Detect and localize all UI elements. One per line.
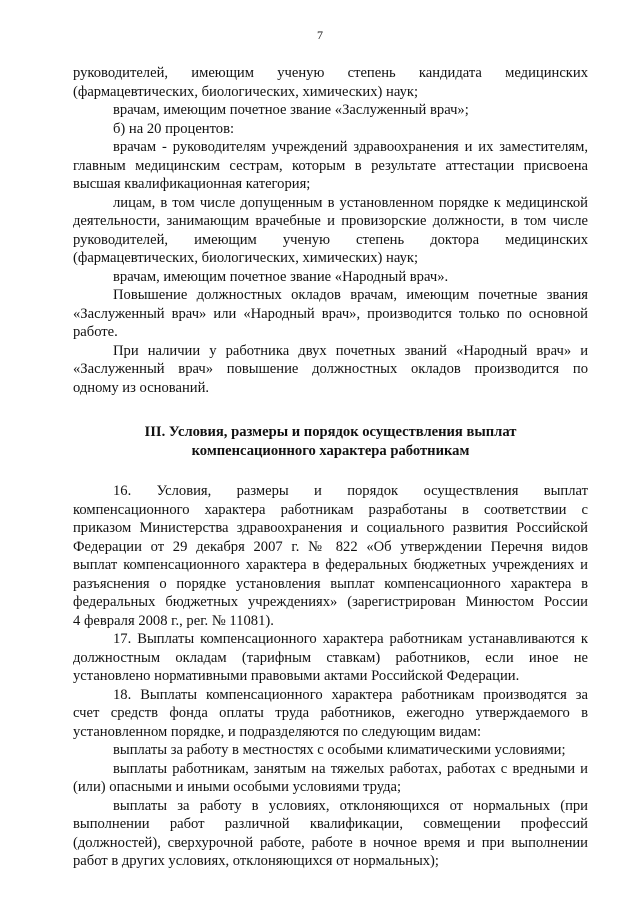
text-line: руководителей, имеющим ученую степень кандидата медицинских bbox=[73, 65, 588, 81]
text-line: приказом Министерства здравоохранения и социального развития Российской bbox=[73, 520, 588, 536]
text-line: руководителей, имеющим ученую степень доктора медицинских bbox=[73, 231, 588, 248]
text-line: выплаты за работу в условиях, отклоняющихся от нормальных (при bbox=[113, 797, 588, 814]
text-line: (должностей), сверхурочной работе, работе в ночное время и при выполнении bbox=[73, 834, 588, 851]
text-line: работ в других условиях, отклоняющихся от нормальных); bbox=[73, 853, 439, 869]
text-line: Федерации от 29 декабря 2007 г. № 822 «Об утверждении Перечня видов bbox=[73, 538, 588, 555]
text-line: деятельности, занимающим врачебные и провизорские должности, в том числе bbox=[73, 213, 588, 229]
text-line: врачам, имеющим почетное звание «Народный врач». bbox=[113, 268, 449, 285]
text-line: 16. Условия, размеры и порядок осуществления выплат bbox=[113, 483, 588, 499]
text-line: установленном порядке, и подразделяются по следующим видам: bbox=[73, 723, 482, 740]
document-body bbox=[73, 64, 588, 871]
text-line: лицам, в том числе допущенным в установленном порядке к медицинской bbox=[113, 194, 588, 211]
text-line: одному из оснований. bbox=[73, 379, 210, 396]
text-line: выплат компенсационного характера в федеральных бюджетных учреждениях и bbox=[73, 557, 588, 573]
text-line: счет средств фонда оплаты труда работников, ежегодно утверждаемого в bbox=[73, 705, 588, 721]
text-line: (или) опасными и иными особыми условиями труда; bbox=[73, 779, 402, 795]
text-line: 18. Выплаты компенсационного характера работникам производятся за bbox=[113, 686, 588, 703]
text-line: главным медицинским сестрам, которым в результате аттестации присвоена bbox=[73, 157, 588, 174]
text-line: выплаты за работу в местностях с особыми климатическими условиями; bbox=[113, 742, 566, 758]
section-heading-line1: III. Условия, размеры и порядок осуществления выплат bbox=[144, 424, 517, 440]
section-heading bbox=[73, 423, 588, 460]
text-line: должностным окладам (тарифным ставкам) работников, если иное не bbox=[73, 649, 588, 666]
text-line: «Заслуженный врач» повышение должностных окладов производится по bbox=[73, 361, 588, 377]
text-line: При наличии у работника двух почетных званий «Народный врач» и bbox=[113, 342, 588, 359]
text-line: федеральных бюджетных учреждениях» (зарегистрирован Минюстом России bbox=[73, 594, 588, 610]
text-line: разъяснения о порядке установления выплат компенсационного характера в bbox=[73, 575, 588, 592]
page-number: 7 bbox=[317, 28, 323, 42]
text-line: врачам - руководителям учреждений здравоохранения и их заместителям, bbox=[113, 139, 588, 155]
section-heading-line2: компенсационного характера работникам bbox=[191, 442, 470, 459]
text-line: компенсационного характера работникам разработаны в соответствии с bbox=[73, 501, 588, 518]
text-line: 17. Выплаты компенсационного характера работникам устанавливаются к bbox=[113, 631, 588, 647]
text-line: выполнении работ различной квалификации, совмещении профессий bbox=[73, 816, 588, 832]
text-line: (фармацевтических, биологических, химических) наук; bbox=[73, 250, 419, 266]
text-line: установлено нормативными правовыми актами Российской Федерации. bbox=[73, 668, 520, 684]
text-line: (фармацевтических, биологических, химических) наук; bbox=[73, 83, 419, 100]
paragraphs-bottom bbox=[73, 482, 588, 871]
text-line: выплаты работникам, занятым на тяжелых работах, работах с вредными и bbox=[113, 760, 588, 777]
text-line: работе. bbox=[73, 324, 118, 340]
text-line: Повышение должностных окладов врачам, имеющим почетные звания bbox=[113, 287, 588, 303]
text-line: 4 февраля 2008 г., рег. № 11081). bbox=[73, 612, 274, 629]
text-line: врачам, имеющим почетное звание «Заслуженный врач»; bbox=[113, 102, 469, 118]
text-line: б) на 20 процентов: bbox=[113, 120, 235, 137]
text-line: высшая квалификационная категория; bbox=[73, 176, 311, 192]
text-line: «Заслуженный врач» или «Народный врач», производится только по основной bbox=[73, 305, 588, 322]
paragraphs-top bbox=[73, 64, 588, 397]
